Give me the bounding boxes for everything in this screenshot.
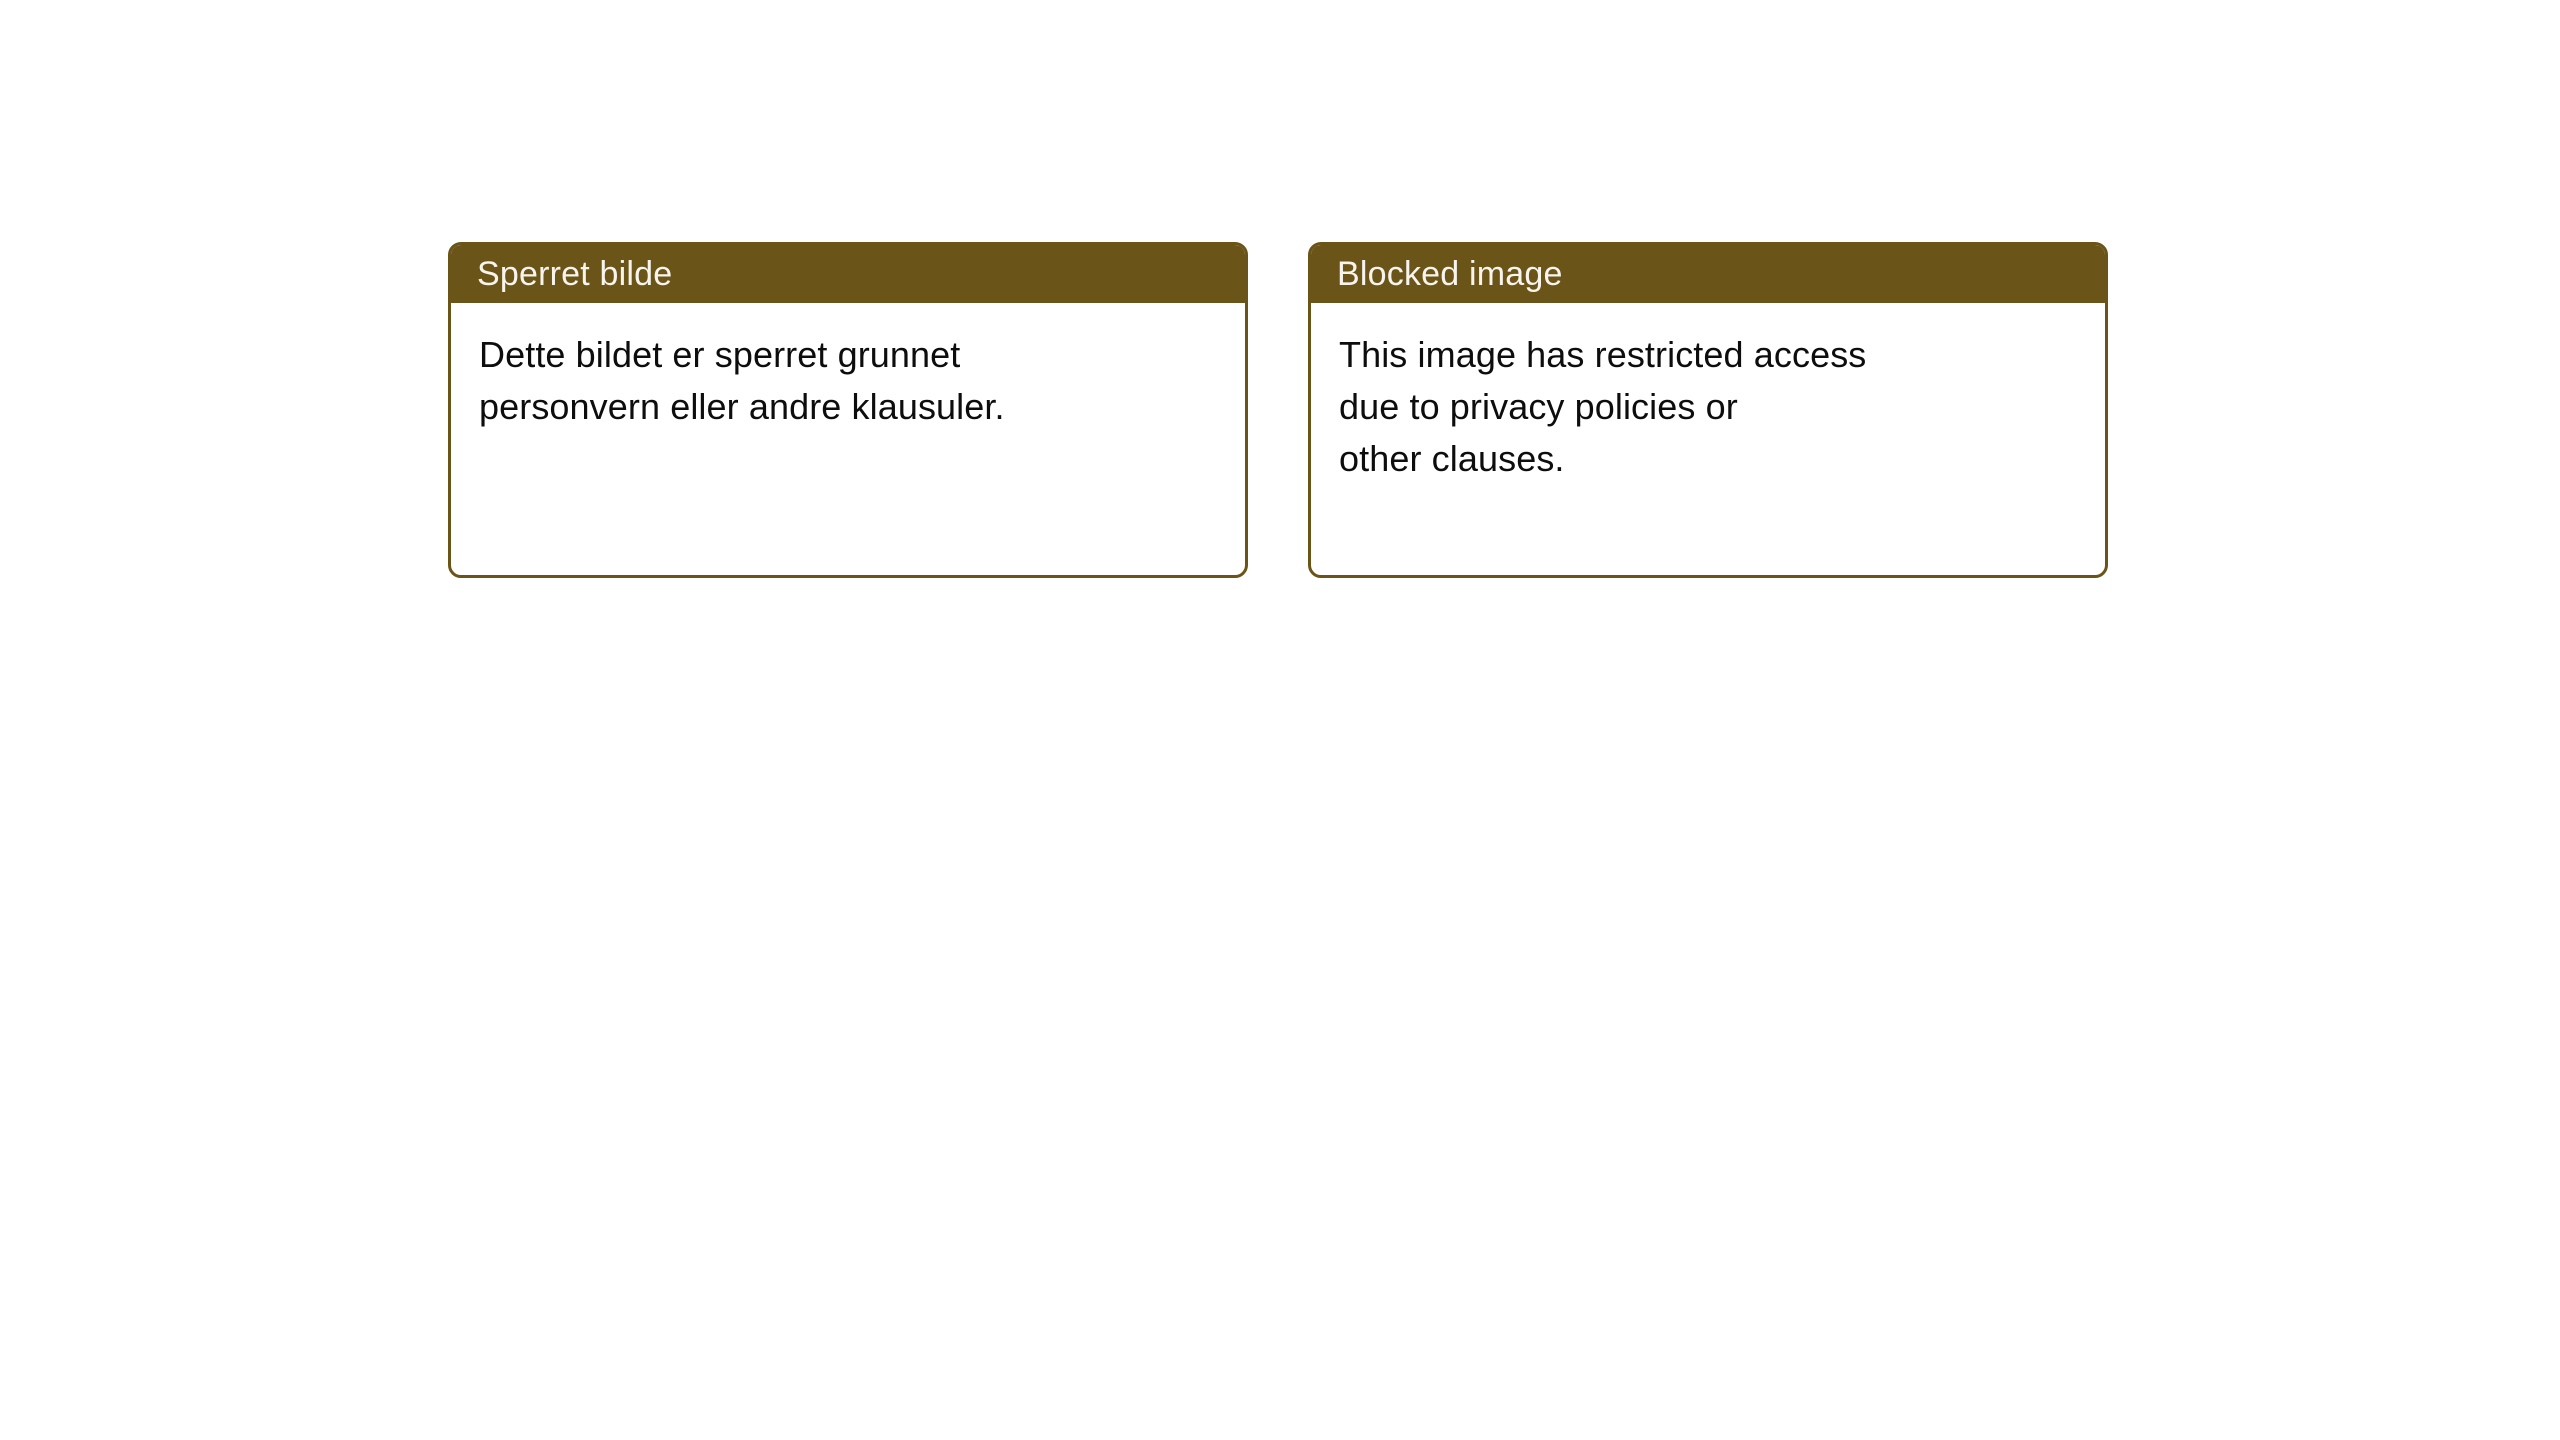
card-body xyxy=(451,303,1245,459)
card-body-line: This image has restricted access xyxy=(1339,334,1867,375)
card-body-line: other clauses. xyxy=(1339,438,1565,479)
card-body-line: Dette bildet er sperret grunnet xyxy=(479,334,961,375)
card-title: Sperret bilde xyxy=(477,255,673,293)
blocked-image-card-norwegian xyxy=(448,242,1248,578)
card-body xyxy=(1311,303,2105,511)
card-header xyxy=(1311,245,2105,303)
blocked-image-card-english xyxy=(1308,242,2108,578)
card-body-line: due to privacy policies or xyxy=(1339,386,1738,427)
card-title: Blocked image xyxy=(1337,255,1563,293)
card-header xyxy=(451,245,1245,303)
card-body-line: personvern eller andre klausuler. xyxy=(479,386,1005,427)
